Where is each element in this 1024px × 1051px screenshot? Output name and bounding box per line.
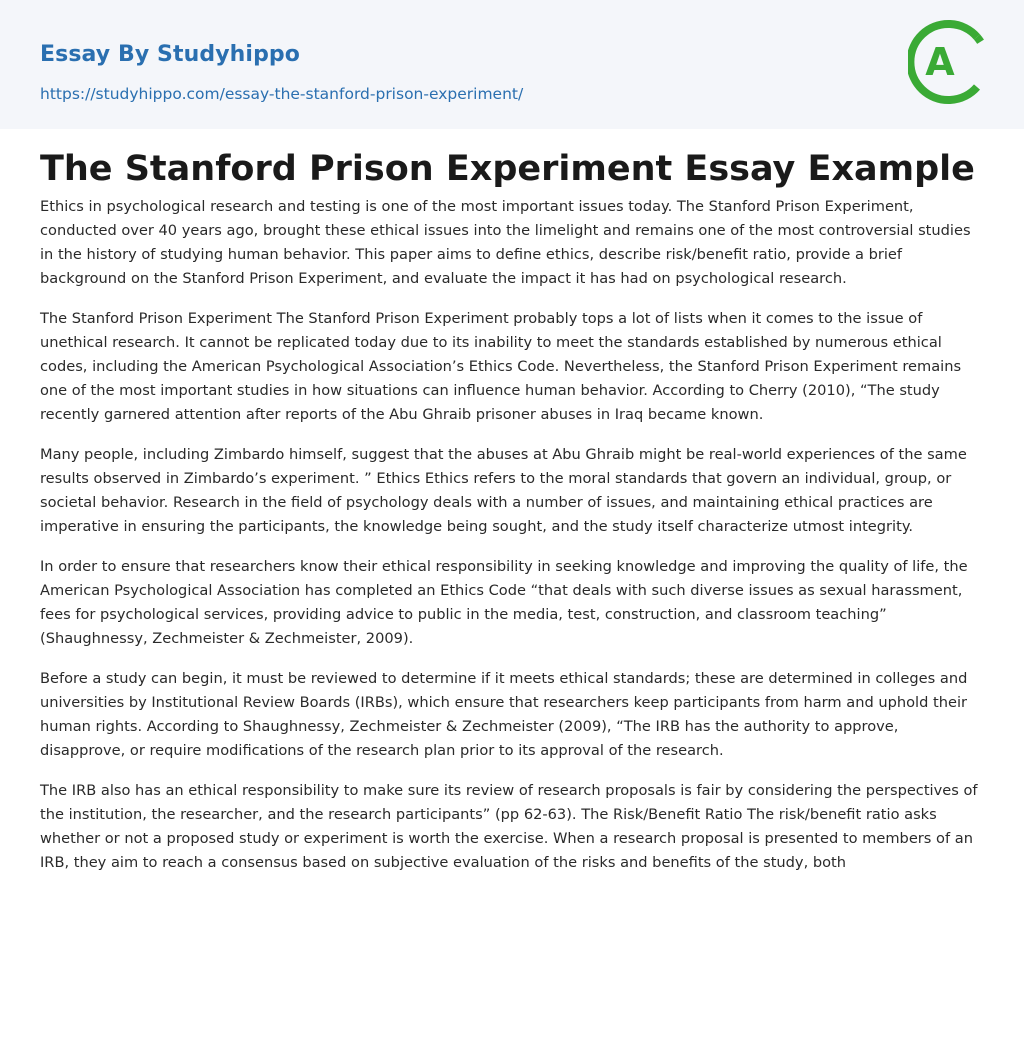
article-paragraph-4: In order to ensure that researchers know their ethical responsibility in seeking knowledge and improving the quality of life, the American Psychological Association has completed an Ethics Code “that deals with such diverse issues as sexual harassment, fees for psychological services, providing advice to public in the media, test, construction, and classroom teaching” (Shaughnessy, Zechmeister & Zechmeister, 2009). [40, 558, 968, 647]
article-paragraph-1: Ethics in psychological research and testing is one of the most important issues today. The Stanford Prison Experiment, conducted over 40 years ago, brought these ethical issues into the limelight and remains one of the most controversial studies in the history of studying human behavior. This paper aims to define ethics, describe risk/benefit ratio, provide a brief background on the Stanford Prison Experiment, and evaluate the impact it has had on psychological research. [40, 198, 971, 287]
site-brand[interactable]: Essay By Studyhippo [40, 42, 300, 67]
site-header [0, 0, 1024, 129]
page-url-link[interactable]: https://studyhippo.com/essay-the-stanford-prison-experiment/ [40, 85, 524, 103]
article-paragraph-6: The IRB also has an ethical responsibility to make sure its review of research proposals is fair by considering the perspectives of the institution, the researcher, and the research participants” (pp 62-63). The Risk/Benefit Ratio The risk/benefit ratio asks whether or not a proposed study or experiment is worth the exercise. When a research proposal is presented to members of an IRB, they aim to reach a consensus based on subjective evaluation of the risks and benefits of the study, both [40, 782, 978, 871]
article-paragraph-5: Before a study can begin, it must be reviewed to determine if it meets ethical standards; these are determined in colleges and universities by Institutional Review Boards (IRBs), which ensure that researchers keep participants from harm and uphold their human rights. According to Shaughnessy, Zechmeister & Zechmeister (2009), “The IRB has the authority to approve, disapprove, or require modifications of the research plan prior to its approval of the research. [40, 670, 968, 759]
article-paragraph-3: Many people, including Zimbardo himself, suggest that the abuses at Abu Ghraib might be real-world experiences of the same results observed in Zimbardo’s experiment. ” Ethics Ethics refers to the moral standards that govern an individual, group, or societal behavior. Research in the field of psychology deals with a number of issues, and maintaining ethical practices are imperative in ensuring the participants, the knowledge being sought, and the study itself characterize utmost integrity. [40, 446, 967, 535]
logo-letter: A [925, 40, 955, 84]
page-title: The Stanford Prison Experiment Essay Example [40, 149, 975, 189]
studyhippo-logo-icon[interactable] [908, 18, 988, 106]
article [0, 148, 1024, 875]
article-paragraph-2: The Stanford Prison Experiment The Stanford Prison Experiment probably tops a lot of lists when it comes to the issue of unethical research. It cannot be replicated today due to its inability to meet the standards established by numerous ethical codes, including the American Psychological Association’s Ethics Code. Nevertheless, the Stanford Prison Experiment remains one of the most important studies in how situations can influence human behavior. According to Cherry (2010), “The study recently garnered attention after reports of the Abu Ghraib prisoner abuses in Iraq became known. [40, 310, 962, 423]
